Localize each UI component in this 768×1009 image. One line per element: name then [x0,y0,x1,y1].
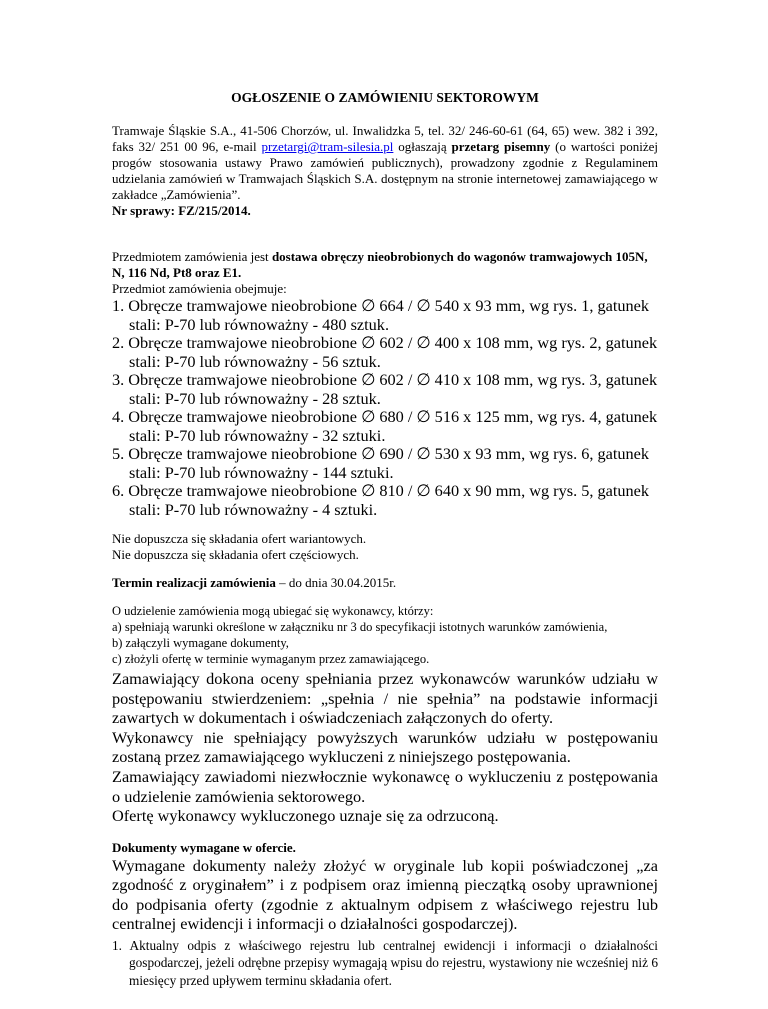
subject-section [112,249,658,519]
assessment-text: Zamawiający zawiadomi niezwłocznie wykonawcę o wykluczeniu z postępowania o udzielenie zamówienia sektorowego. [112,766,658,806]
email-link[interactable]: przetargi@tram-silesia.pl [261,139,394,154]
subject-paragraph [112,249,658,281]
list-item: 5. Obręcze tramwajowe nieobrobione ∅ 690 / ∅ 530 x 93 mm, wg rys. 6, gatunek stali: P-70 lub równoważny - 144 sztuki. [112,444,650,482]
intro-paragraph [112,123,658,219]
intro-text: Tramwaje Śląskie S.A., 41-506 Chorzów, ul. Inwalidzka 5, tel. 32/ 246-60-61 (64, 65) wew. 382 i 392, faks 32/ 251 00 96, e-mail [112,123,658,154]
assessment-text: Zamawiający dokona oceny spełniania przez wykonawców warunków udziału w postępowaniu stwierdzeniem: „spełnia / nie spełnia” na podstawie informacji zawartych w dokumentach i oświadczeniach załączonych do oferty. [112,669,658,728]
document-title: OGŁOSZENIE O ZAMÓWIENIU SEKTOROWYM [231,90,539,105]
case-number: Nr sprawy: FZ/215/2014. [112,203,251,218]
no-variants-text: Nie dopuszcza się składania ofert wariantowych. [112,531,367,546]
conditions-intro: O udzielenie zamówienia mogą ubiegać się wykonawcy, którzy: [112,604,434,618]
no-partial-text: Nie dopuszcza się składania ofert częściowych. [112,547,359,562]
restrictions [112,531,658,563]
assessment-text: Wykonawcy nie spełniający powyższych warunków udziału w postępowaniu zostaną przez zamawiającego wykluczeni z niniejszego postępowania. [112,727,658,767]
assessment-text: Ofertę wykonawcy wykluczonego uznaje się za odrzuconą. [112,806,499,826]
assessment [112,669,658,826]
subject-text: Przedmiotem zamówienia jest [112,249,272,264]
list-item: 2. Obręcze tramwajowe nieobrobione ∅ 602 / ∅ 400 x 108 mm, wg rys. 2, gatunek stali: P-70 lub równoważny - 56 sztuk. [112,333,658,371]
deadline [112,575,658,591]
condition-item: a) spełniają warunki określone w załączniku nr 3 do specyfikacji istotnych warunków zamówienia, [112,620,608,634]
tender-type: przetarg pisemny [451,139,551,154]
documents-heading: Dokumenty wymagane w ofercie. [112,839,296,855]
condition-item: b) załączyli wymagane dokumenty, [112,636,289,650]
condition-item: c) złożyli ofertę w terminie wymaganym przez zamawiającego. [112,652,430,666]
deadline-value: – do dnia 30.04.2015r. [275,575,397,590]
list-item: 3. Obręcze tramwajowe nieobrobione ∅ 602 / ∅ 410 x 108 mm, wg rys. 3, gatunek stali: P-70 lub równoważny - 28 sztuk. [112,370,658,408]
scope-label: Przedmiot zamówienia obejmuje: [112,281,287,296]
document-item: 1. Aktualny odpis z właściwego rejestru lub centralnej ewidencji i informacji o działalności gospodarczej, jeżeli odrębne przepisy wymagają wpisu do rejestru, wystawiony nie wcześniej niż 6 miesięcy przed upływem terminu składania ofert. [112,937,658,988]
list-item: 6. Obręcze tramwajowe nieobrobione ∅ 810 / ∅ 640 x 90 mm, wg rys. 5, gatunek stali: P-70 lub równoważny - 4 sztuki. [112,481,650,519]
list-item: 4. Obręcze tramwajowe nieobrobione ∅ 680 / ∅ 516 x 125 mm, wg rys. 4, gatunek stali: P-70 lub równoważny - 32 sztuki. [112,407,658,445]
documents-text: Wymagane dokumenty należy złożyć w oryginale lub kopii poświadczonej „za zgodność z oryginałem” i z podpisem oraz imienną pieczątką osoby uprawnionej do podpisania oferty (zgodnie z aktualnym odpisem z właściwego rejestru lub centralnej ewidencji i informacji o działalności gospodarczej). [112,855,658,934]
intro-text: ogłaszają [393,139,452,154]
conditions [112,603,658,667]
list-item: 1. Obręcze tramwajowe nieobrobione ∅ 664 / ∅ 540 x 93 mm, wg rys. 1, gatunek stali: P-70 lub równoważny - 480 sztuk. [112,296,650,334]
documents-section [112,840,658,990]
items-list [112,297,658,519]
deadline-label: Termin realizacji zamówienia [112,575,276,590]
intro-text: (o wartości poniżej progów stosowania ustawy Prawo zamówień publicznych), prowadzony zgodnie z Regulaminem udzielania zamówień w Tramwajach Śląskich S.A. dostępnym na stronie internetowej zamawiającego w zakładce „Zamówienia”. [112,139,658,202]
subject-bold: dostawa obręczy nieobrobionych do wagonów tramwajowych 105N, N, 116 Nd, Pt8 oraz E1. [112,249,648,280]
